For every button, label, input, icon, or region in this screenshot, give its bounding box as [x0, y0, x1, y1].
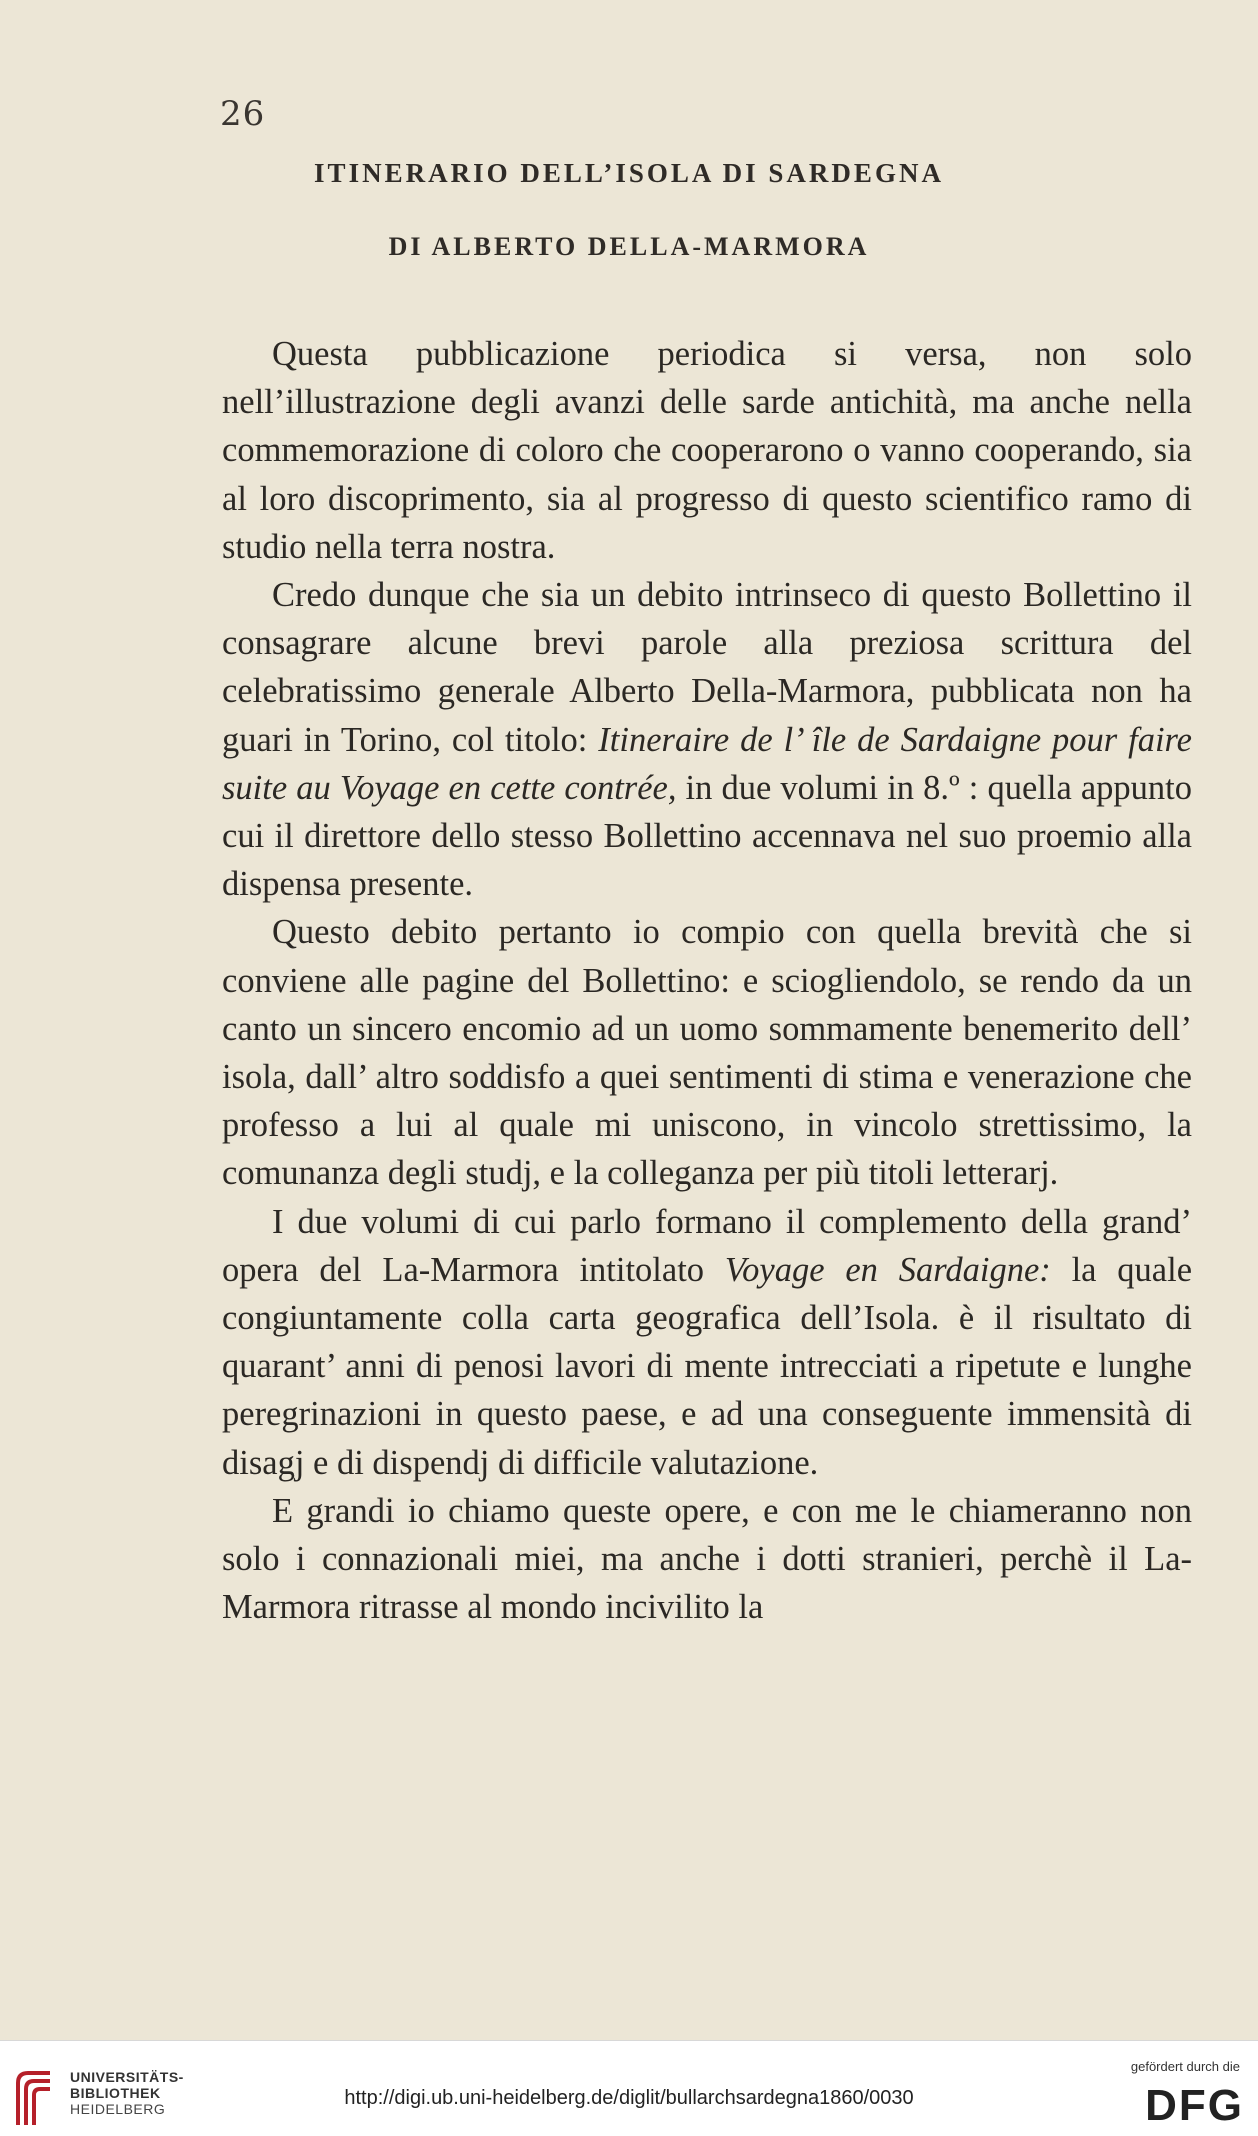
library-name-line-1: UNIVERSITÄTS-	[70, 2069, 184, 2085]
dfg-logo: DFG	[1145, 2081, 1244, 2130]
funding-caption: gefördert durch die	[1130, 2059, 1240, 2074]
permalink-url[interactable]: http://digi.ub.uni-heidelberg.de/diglit/bullarchsardegna1860/0030	[344, 2087, 914, 2109]
article-author-line: DI ALBERTO DELLA-MARMORA	[388, 232, 870, 261]
paragraph-4-text-end: la quale congiuntamente colla carta geografica dell’Isola. è il risultato di quarant’ anni di penosi lavori di mente intrecciati a ripetute e lunghe peregrinazioni in questo paese, e ad una conseguente immensità di disagj e di dispendj di difficile valutazione.	[222, 1250, 1193, 1482]
paragraph-2-italic-title: Itineraire de l’ île de Sardaigne pour faire suite au Voyage en cette contrée,	[222, 720, 1192, 807]
article-title: ITINERARIO DELL’ISOLA DI SARDEGNA	[314, 158, 944, 188]
paragraph-4	[222, 1198, 1192, 1487]
paragraph-4-italic-title: Voyage en Sardaigne:	[724, 1250, 1051, 1289]
paragraph-1: Questa pubblicazione periodica si versa, non solo nell’illustrazione degli avanzi delle sarde antichità, ma anche nella commemorazione di coloro che cooperarono o vanno cooperando, sia al loro discoprimento, sia al progresso di questo scientifico ramo di studio nella terra nostra.	[222, 335, 1192, 566]
paragraph-2	[222, 571, 1192, 908]
digitization-footer	[0, 2040, 1258, 2136]
paragraph-2-text-end: in due volumi in 8.º : quella appunto cui il direttore dello stesso Bollettino accennava nel suo proemio alla dispensa presente.	[222, 768, 1193, 904]
article-body	[222, 330, 1192, 1631]
library-name-line-3: HEIDELBERG	[70, 2101, 166, 2117]
paragraph-3: Questo debito pertanto io compio con quella brevità che si conviene alle pagine del Bollettino: e sciogliendolo, se rendo da un canto un sincero encomio ad un uomo sommamente benemerito dell’ isola, dall’ altro soddisfo a quei sentimenti di stima e venerazione che professo a lui al quale mi uniscono, in vincolo strettissimo, la comunanza degli studj, e la colleganza per più titoli letterarj.	[222, 913, 1192, 1193]
paragraph-5: E grandi io chiamo queste opere, e con me le chiameranno non solo i connazionali miei, ma anche i dotti stranieri, perchè il La-Marmora ritrasse al mondo incivilito la	[222, 1491, 1192, 1627]
paragraph-4-text-start: I due volumi di cui parlo formano il complemento della grand’ opera del La-Marmora intitolato	[222, 1202, 1192, 1289]
library-name-line-2: BIBLIOTHEK	[70, 2085, 161, 2101]
paragraph-2-text-start: Credo dunque che sia un debito intrinseco di questo Bollettino il consagrare alcune brevi parole alla preziosa scrittura del celebratissimo generale Alberto Della-Marmora, pubblicata non ha guari in Torino, col titolo:	[222, 576, 1192, 759]
page-number: 26	[220, 94, 266, 134]
